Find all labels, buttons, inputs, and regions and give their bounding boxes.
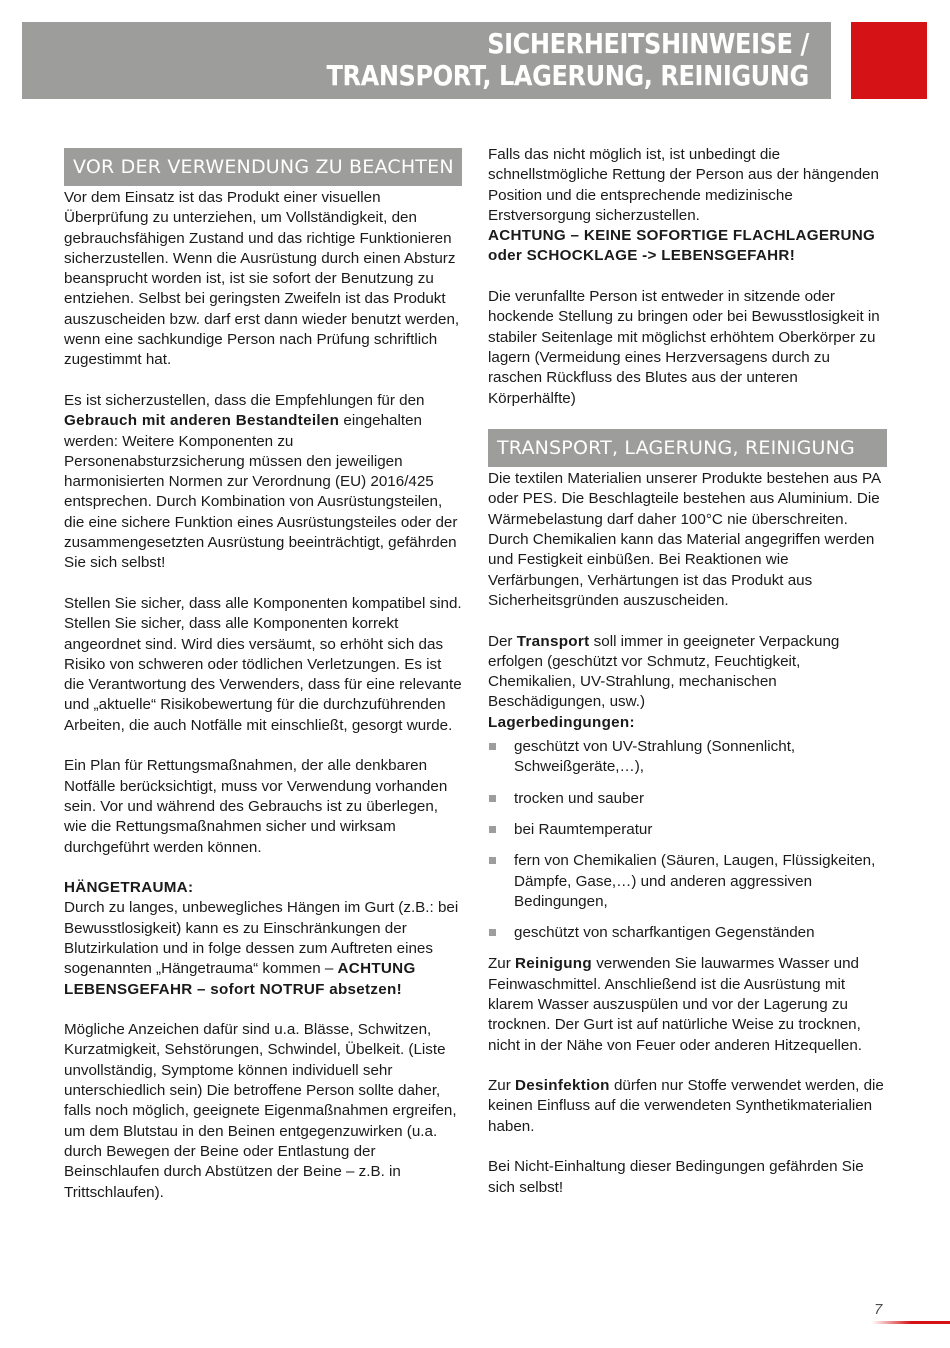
left-column bbox=[64, 145, 464, 1203]
right-column bbox=[488, 145, 888, 1198]
square-bullet-icon bbox=[489, 743, 496, 750]
header-accent-square bbox=[851, 22, 927, 99]
page-number-underline bbox=[872, 1321, 950, 1324]
list-item: trocken und sauber bbox=[488, 789, 888, 809]
paragraph-disinfection: Zur Desinfektion dürfen nur Stoffe verwendet werden, die keinen Einfluss auf die verwendeten Synthetikmaterialien haben. bbox=[488, 1077, 884, 1135]
list-item: fern von Chemikalien (Säuren, Laugen, Flüssigkeiten, Dämpfe, Gase,…) und anderen aggressiven Bedingungen, bbox=[488, 851, 888, 912]
heading-suspension-trauma: HÄNGETRAUMA: bbox=[64, 879, 194, 897]
paragraph-risk-assessment: Stellen Sie sicher, dass alle Komponenten kompatibel sind. Stellen Sie sicher, dass alle Komponenten korrekt angeordnet sind. Wird dies versäumt, so erhöht sich das Risiko von schweren oder tödlichen Verletzungen. Es ist die Verantwortung des Verwenders, dass für eine relevante und „aktuelle“ Risikobewertung für die durchzuführenden Arbeiten, die auch Notfälle mit einschließt, gesorgt wurde. bbox=[64, 594, 462, 734]
paragraph-transport: Der Transport soll immer in geeigneter Verpackung erfolgen (geschützt vor Schmutz, Feuchtigkeit, Chemikalien, UV-Strahlung, mechanischen Beschädigungen, usw.) bbox=[488, 632, 840, 711]
warning-no-flat-position: ACHTUNG – KEINE SOFORTIGE FLACHLAGERUNG oder SCHOCKLAGE -> LEBENSGEFAHR! bbox=[488, 227, 876, 265]
page-title-line-2: TRANSPORT, LAGERUNG, REINIGUNG bbox=[326, 59, 809, 92]
paragraph-visual-inspection: Vor dem Einsatz ist das Produkt einer visuellen Überprüfung zu unterziehen, um Vollständigkeit, den gebrauchsfähigen Zustand und das richtige Funktionieren sicherzustellen. Wenn die Ausrüstung durch einen Absturz beansprucht worden ist, ist sie sofort der Benutzung zu entziehen. Selbst bei geringsten Zweifeln ist das Produkt auszuscheiden bzw. darf erst dann wieder benutzt werden, wenn eine sachkundige Person nach Prüfung schriftlich zugestimmt hat. bbox=[64, 189, 460, 369]
paragraph-rescue-plan: Ein Plan für Rettungsmaßnahmen, der alle denkbaren Notfälle berücksichtigt, muss vor Verwendung vorhanden sein. Vor und während des Gebrauchs ist zu überlegen, wie die Rettungsmaßnahmen sicher und wirksam durchgeführt werden können. bbox=[64, 757, 448, 856]
paragraph-cleaning: Zur Reinigung verwenden Sie lauwarmes Wasser und Feinwaschmittel. Anschließend ist die Ausrüstung mit klarem Wasser auszuspülen und vor der Lagerung zu trocknen. Der Gurt ist auf natürliche Weise zu trocknen, nicht in der Nähe von Feuer oder anderen Hitzequellen. bbox=[488, 955, 863, 1054]
paragraph-rescue: Falls das nicht möglich ist, ist unbedingt die schnellstmögliche Rettung der Person aus der hängenden Position und die entsprechende medizinische Erstversorgung sicherzustellen. bbox=[488, 146, 879, 224]
page-number: 7 bbox=[874, 1301, 883, 1318]
page-title bbox=[327, 28, 809, 92]
paragraph-non-compliance: Bei Nicht-Einhaltung dieser Bedingungen gefährden Sie sich selbst! bbox=[488, 1158, 864, 1196]
square-bullet-icon bbox=[489, 795, 496, 802]
paragraph-positioning: Die verunfallte Person ist entweder in sitzende oder hockende Stellung zu bringen oder bei Bewusstlosigkeit in stabiler Seitenlage mit möglichst erhöhtem Oberkörper zu lagern (Vermeidung eines Herzversagens durch zu raschen Rückfluss des Blutes aus der unteren Körperhälfte) bbox=[488, 288, 880, 407]
page-header-bar bbox=[22, 22, 831, 99]
paragraph-symptoms: Mögliche Anzeichen dafür sind u.a. Blässe, Schwitzen, Kurzatmigkeit, Sehstörungen, Schwindel, Übelkeit. (Liste unvollständig, Symptome können individuell sehr unterschiedlich sein) Die betroffene Person sollte daher, falls noch möglich, geeignete Eigenmaßnahmen ergreifen, um dem Blutstau in den Beinen entgegenzuwirken (u.a. durch Bewegen der Beine oder Entlastung der Beinschlaufen durch Abstützen der Beine – z.B. in Trittschlaufen). bbox=[64, 1021, 457, 1201]
section-heading-transport: TRANSPORT, LAGERUNG, REINIGUNG bbox=[488, 429, 887, 467]
storage-conditions-list bbox=[488, 737, 888, 943]
page-title-line-1: SICHERHEITSHINWEISE / bbox=[487, 27, 809, 60]
paragraph-component-compatibility: Es ist sicherzustellen, dass die Empfehlungen für den Gebrauch mit anderen Bestandteilen eingehalten werden: Weitere Komponenten zu Personenabsturzsicherung müssen den jeweiligen harmonisierten Normen zur Verordnung (EU) 2016/425 entsprechen. Durch Kombination von Ausrüstungsteilen, die eine sichere Funktion eines Ausrüstungsteiles oder der zusammengesetzten Ausrüstung beeinträchtigt, gefährden Sie sich selbst! bbox=[64, 391, 458, 572]
paragraph-suspension-trauma: Durch zu langes, unbewegliches Hängen im Gurt (z.B.: bei Bewusstlosigkeit) kann es zu Einschränkungen der Blutzirkulation und in folge dessen zum Auftreten eines sogenannten „Hängetrauma“ kommen – ACHTUNG LEBENSGEFAHR – sofort NOTRUF absetzen! bbox=[64, 899, 459, 998]
square-bullet-icon bbox=[489, 929, 496, 936]
list-item: geschützt von scharfkantigen Gegenständen bbox=[488, 923, 888, 943]
square-bullet-icon bbox=[489, 857, 496, 864]
list-item: bei Raumtemperatur bbox=[488, 820, 888, 840]
heading-storage-conditions: Lagerbedingungen: bbox=[488, 713, 635, 731]
paragraph-materials: Die textilen Materialien unserer Produkte bestehen aus PA oder PES. Die Beschlagteile bestehen aus Aluminium. Die Wärmebelastung darf daher 100°C nie überschreiten. Durch Chemikalien kann das Material angegriffen werden und Festigkeit einbüßen. Bei Reaktionen wie Verfärbungen, Verhärtungen ist das Produkt aus Sicherheitsgründen auszuscheiden. bbox=[488, 470, 881, 609]
square-bullet-icon bbox=[489, 826, 496, 833]
list-item: geschützt von UV-Strahlung (Sonnenlicht, Schweißgeräte,…), bbox=[488, 737, 888, 778]
section-heading-before-use: VOR DER VERWENDUNG ZU BEACHTEN bbox=[64, 148, 462, 186]
